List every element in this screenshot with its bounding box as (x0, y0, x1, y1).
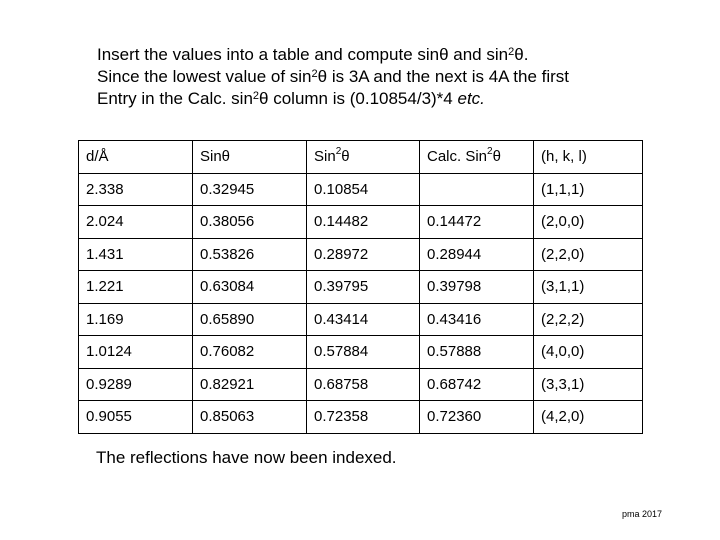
table-body (79, 173, 643, 433)
cell-sin-theta: 0.76082 (193, 336, 307, 369)
intro-line-2-text: Since the lowest value of sin (97, 67, 312, 86)
cell-d-spacing: 0.9289 (79, 368, 193, 401)
cell-sin-theta: 0.38056 (193, 206, 307, 239)
superscript: 2 (487, 146, 493, 158)
cell-calc-sin2-theta: 0.57888 (420, 336, 534, 369)
cell-sin-theta: 0.82921 (193, 368, 307, 401)
header-hkl: (h, k, l) (534, 141, 643, 174)
cell-calc-sin2-theta: 0.28944 (420, 238, 534, 271)
footer-credit: pma 2017 (622, 509, 663, 519)
cell-calc-sin2-theta (420, 173, 534, 206)
superscript: 2 (508, 46, 515, 58)
table-row (79, 238, 643, 271)
cell-sin2-theta: 0.10854 (307, 173, 420, 206)
cell-sin2-theta: 0.14482 (307, 206, 420, 239)
header-sin-theta: Sinθ (193, 141, 307, 174)
cell-d-spacing: 0.9055 (79, 401, 193, 434)
cell-hkl: (3,3,1) (534, 368, 643, 401)
intro-line-2 (97, 66, 697, 88)
header-sin2-theta (307, 141, 420, 174)
table-row (79, 303, 643, 336)
cell-d-spacing: 2.024 (79, 206, 193, 239)
intro-line-2-end: θ is 3A and the next is 4A the first (317, 67, 570, 86)
conclusion-text: The reflections have now been indexed. (96, 448, 397, 467)
header-calc-theta-symbol: θ (492, 148, 501, 166)
cell-sin2-theta: 0.72358 (307, 401, 420, 434)
cell-hkl: (3,1,1) (534, 271, 643, 304)
intro-line-1-text: Insert the values into a table and compute sinθ and sin (97, 45, 509, 64)
table-row (79, 368, 643, 401)
table-header-row (79, 141, 643, 174)
cell-sin-theta: 0.32945 (193, 173, 307, 206)
cell-sin2-theta: 0.43414 (307, 303, 420, 336)
cell-sin2-theta: 0.39795 (307, 271, 420, 304)
cell-calc-sin2-theta: 0.68742 (420, 368, 534, 401)
header-calc-sin2-theta (420, 141, 534, 174)
cell-sin-theta: 0.65890 (193, 303, 307, 336)
cell-sin2-theta: 0.57884 (307, 336, 420, 369)
cell-sin-theta: 0.53826 (193, 238, 307, 271)
table-row (79, 271, 643, 304)
intro-line-3 (97, 88, 697, 110)
intro-text (97, 44, 697, 110)
cell-calc-sin2-theta: 0.39798 (420, 271, 534, 304)
cell-d-spacing: 1.431 (79, 238, 193, 271)
header-calc-text: Calc. Sin (427, 148, 488, 166)
intro-line-1-end: θ. (514, 45, 529, 64)
intro-line-3-end: θ column is (0.10854/3)*4 (259, 89, 458, 108)
cell-sin-theta: 0.63084 (193, 271, 307, 304)
cell-calc-sin2-theta: 0.72360 (420, 401, 534, 434)
cell-hkl: (2,0,0) (534, 206, 643, 239)
intro-line-1 (97, 44, 697, 66)
cell-hkl: (4,0,0) (534, 336, 643, 369)
cell-hkl: (2,2,0) (534, 238, 643, 271)
header-d-spacing: d/Å (79, 141, 193, 174)
cell-hkl: (2,2,2) (534, 303, 643, 336)
cell-sin2-theta: 0.68758 (307, 368, 420, 401)
cell-calc-sin2-theta: 0.43416 (420, 303, 534, 336)
table-row (79, 336, 643, 369)
cell-hkl: (1,1,1) (534, 173, 643, 206)
superscript: 2 (252, 90, 260, 102)
intro-line-3-etc: etc. (457, 89, 485, 108)
header-sin2-theta-symbol: θ (341, 148, 350, 166)
header-sin2-text: Sin (314, 148, 336, 166)
intro-line-3-text: Entry in the Calc. sin (97, 89, 253, 108)
superscript: 2 (335, 146, 342, 158)
cell-sin-theta: 0.85063 (193, 401, 307, 434)
indexing-table (78, 140, 643, 434)
cell-hkl: (4,2,0) (534, 401, 643, 434)
cell-d-spacing: 2.338 (79, 173, 193, 206)
cell-d-spacing: 1.0124 (79, 336, 193, 369)
cell-calc-sin2-theta: 0.14472 (420, 206, 534, 239)
table-row (79, 206, 643, 239)
cell-d-spacing: 1.169 (79, 303, 193, 336)
table-row (79, 401, 643, 434)
cell-sin2-theta: 0.28972 (307, 238, 420, 271)
table-row (79, 173, 643, 206)
cell-d-spacing: 1.221 (79, 271, 193, 304)
superscript: 2 (311, 68, 318, 80)
